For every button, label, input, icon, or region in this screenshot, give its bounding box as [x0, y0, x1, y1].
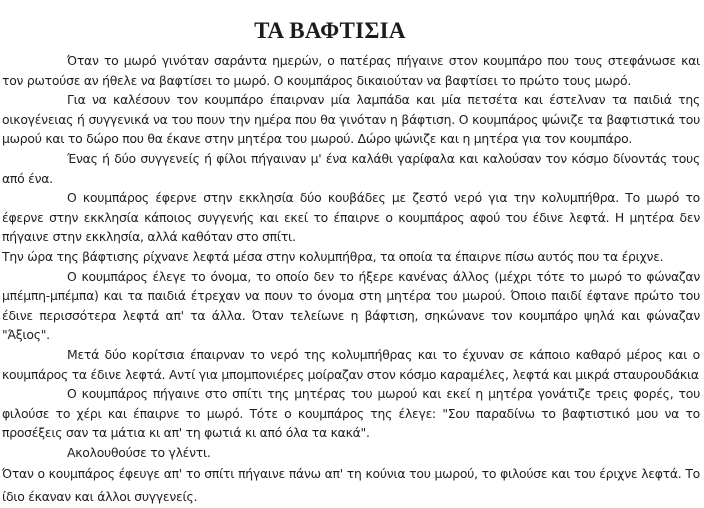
paragraph-naming: Ο κουμπάρος έλεγε το όνομα, το οποίο δεν το ήξερε κανένας άλλος (μέχρι τότε το μωρό το φώναζαν μπέμπη-μπέμπα) και τα παιδιά έτρεχαν να πουν το όνομα στη μητέρα του μωρού. Όποιο παιδί έφτανε πρώτο του έδινε περισσότερα λεφτά απ' τα άλλα. Όταν τελείωνε η βάφτιση, σηκώνανε τον κουμπάρο ψηλά και φώναζαν "Άξιος".	[2, 268, 700, 343]
paragraph-church: Ο κουμπάρος έφερνε στην εκκλησία δύο κουβάδες με ζεστό νερό για την κολυμπήθρα. Το μωρό το έφερνε στην εκκλησία κάποιος συγγενής και εκεί το έπαιρνε ο κουμπάρος αφού του έδινε λεφτά. Η μητέρα δεν πήγαινε στην εκκλησία, αλλά καθόταν στο σπίτι.	[2, 190, 700, 245]
paragraph-baptism-money: Την ώρα της βάφτισης ρίχνανε λεφτά μέσα στην κολυμπήθρα, τα οποία τα έπαιρνε πίσω αυτός που τα έριχνε.	[2, 248, 664, 264]
paragraph-font-water: Μετά δύο κορίτσια έπαιρναν το νερό της κολυμπήθρας και το έχυναν σε κάποιο καθαρό μέρος και ο κουμπάρος τα έδινε λεφτά. Αντί για μπομπονιέρες μοίραζαν στον κόσμο καραμέλες, λεφτά και μικρά σταυρουδάκια	[2, 346, 700, 382]
document-title: ΤΑ ΒΑΦΤΙΣΙΑ	[254, 18, 406, 44]
paragraph-forty-days: Όταν το μωρό γινόταν σαράντα ημερών, ο πατέρας πήγαινε στον κουμπάρο που τους στεφάνωσε και τον ρωτούσε αν ήθελε να βαφτίσει το μωρό. Ο κουμπάρος δικαιούταν να βαφτίσει το πρώτο τους μωρό.	[2, 53, 700, 88]
paragraph-cradle: Όταν ο κουμπάρος έφευγε απ' το σπίτι πήγαινε πάνω απ' τη κούνια του μωρού, το φιλούσε και του έριχνε λεφτά. Το ίδιο έκαναν και άλλοι συγγενείς.	[2, 466, 700, 504]
paragraph-mother-home: Ο κουμπάρος πήγαινε στο σπίτι της μητέρας του μωρού και εκεί η μητέρα γονάτιζε τρεις φορές, του φιλούσε το χέρι και έπαιρνε το μωρό. Τότε ο κουμπάρος της έλεγε: "Σου παραδίνω το βαφτιστικό μου να το προσέξεις σαν τα μάτια κι απ' τη φωτιά κι από όλα τα κακά".	[2, 386, 700, 441]
document-body	[2, 51, 700, 508]
paragraph-carnations: Ένας ή δύο συγγενείς ή φίλοι πήγαιναν μ' ένα καλάθι γαρίφαλα και καλούσαν τον κόσμο δίνοντάς τους από ένα.	[2, 150, 700, 186]
paragraph-inviting-godparent: Για να καλέσουν τον κουμπάρο έπαιρναν μία λαμπάδα και μία πετσέτα και έστελναν τα παιδιά της οικογένειας ή συγγενικά να του πουν την ημέρα που θα γινόταν η βάφτιση. Ο κουμπάρος ψώνιζε τα βαφτιστικά του μωρού και το δώρο που θα έκανε στην μητέρα του μωρού. Δώρο ψώνιζε και η μητέρα για τον κουμπάρο.	[2, 92, 700, 147]
paragraph-feast: Ακολουθούσε το γλέντι.	[67, 444, 211, 460]
